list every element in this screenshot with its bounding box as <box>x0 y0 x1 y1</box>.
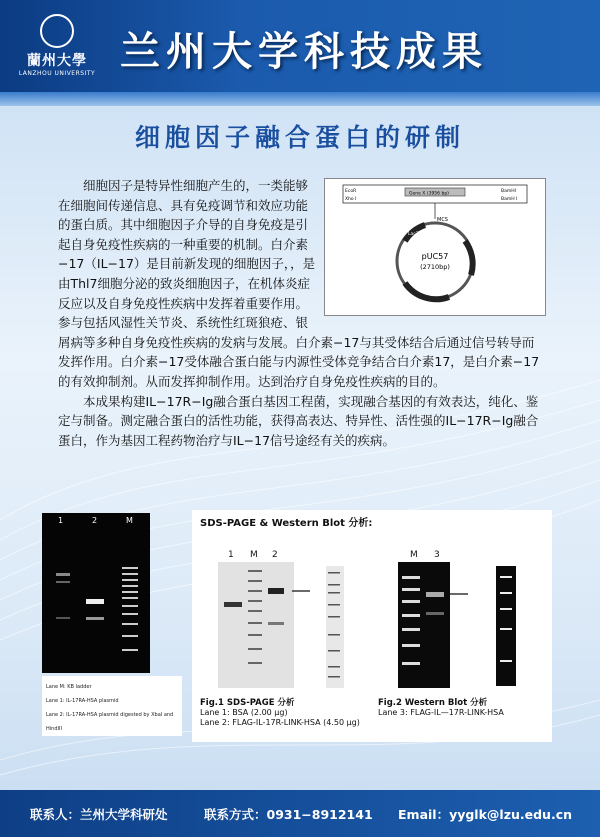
seal-icon <box>40 14 74 48</box>
plasmid-map <box>324 178 546 316</box>
mcs-label: MCS <box>437 217 448 223</box>
fig1-caption <box>200 698 360 728</box>
fig1-lane-m: M <box>250 550 258 560</box>
paragraph-intro: 细胞因子是特异性细胞产生的，一类能够在细胞间传递信息、具有免疫调节和效应功能的蛋白质。其中细胞因子介导的自身免疫是引起自身免疫性疾病的一种重要的机制。白介素−17（IL−17）是目前新发现的细胞因子，，是由Thl7细胞分泌的致炎细胞因子，在机体炎症反应以及自身免疫性疾病中发挥着重要作用。参与包括风湿性关节炎、系统性红斑狼疮、银屑病等多种自身免疫性疾病的发病与发展。白介素−17与其受体结合后通过信号转导而发挥作用。白介素−17受体融合蛋白能与内源性受体竞争结合白介素17，是白介素−17的有效抑制剂。从而发挥抑制作用。达到治疗自身免疫性疾病的目的。 <box>58 178 540 389</box>
gel-lane-2: 2 <box>92 516 98 525</box>
header-banner <box>0 0 600 92</box>
right-site-top: BamHI <box>501 189 516 194</box>
university-logo <box>16 14 98 78</box>
sds-western-panel <box>192 510 552 742</box>
logo-en: LANZHOU UNIVERSITY <box>18 70 96 77</box>
fig1-lane-2: 2 <box>272 550 278 560</box>
plasmid-name: pUC57 <box>421 252 449 261</box>
footer-email: Email：yyglk@lzu.edu.cn <box>398 807 572 822</box>
fig2-lane-m: M <box>410 550 418 560</box>
footer <box>0 790 600 837</box>
gel-caption-line: Lane 2: IL-17RA-HSA plasmid digested by XbaI and HindIII <box>46 712 174 732</box>
sds-title: SDS-PAGE & Western Blot 分析: <box>200 518 373 529</box>
plasmid-size: (2710bp) <box>420 263 450 271</box>
body-text <box>58 176 546 450</box>
lacz-label: LacZ <box>408 232 419 237</box>
fig1-caption-lane2: Lane 2: FLAG-IL-17R-LINK-HSA (4.50 μg) <box>200 718 360 727</box>
right-site-bottom: BamH I <box>501 197 518 202</box>
gel-caption-line: Lane M: KB ladder <box>46 684 92 690</box>
header-band <box>0 92 600 106</box>
fig1-caption-title: Fig.1 SDS-PAGE 分析 <box>200 698 295 708</box>
gel-lane-1: 1 <box>58 516 64 525</box>
gel-caption-line: Lane 1: IL-17RA-HSA plasmid <box>46 698 119 704</box>
gel-image <box>42 513 150 673</box>
fig1-lane-1: 1 <box>228 550 234 560</box>
gel-caption <box>42 676 182 736</box>
blot-images <box>218 562 548 692</box>
logo-cn: 蘭州大學 <box>27 53 87 69</box>
page-title: 兰州大学科技成果 <box>120 29 488 75</box>
subtitle: 细胞因子融合蛋白的研制 <box>134 123 465 152</box>
fig2-lane-3: 3 <box>434 550 440 560</box>
fig2-caption-lane3: Lane 3: FLAG-IL—17R-LINK-HSA <box>378 708 504 717</box>
footer-phone: 联系方式：0931−8912141 <box>204 807 373 822</box>
left-site-bottom: Xho I <box>345 197 357 202</box>
paragraph-achievement: 本成果构建IL−17R−Ig融合蛋白基因工程菌，实现融合基因的有效表达，纯化、鉴定与制备。测定融合蛋白的活性功能，获得高表达、特异性、活性强的IL−17R−Ig融合蛋白，作为基因工程药物治疗与IL−17信号途经有关的疾病。 <box>58 393 539 448</box>
fig1-caption-lane1: Lane 1: BSA (2.00 μg) <box>200 708 288 717</box>
footer-contact: 联系人：兰州大学科研处 <box>30 807 168 822</box>
fig2-caption <box>378 698 504 718</box>
left-site-top: EcoR <box>345 189 357 194</box>
fig2-caption-title: Fig.2 Western Blot 分析 <box>378 698 488 708</box>
insert-label: Gene X (3956 bp) <box>409 191 449 197</box>
gel-lane-m: M <box>126 516 133 525</box>
